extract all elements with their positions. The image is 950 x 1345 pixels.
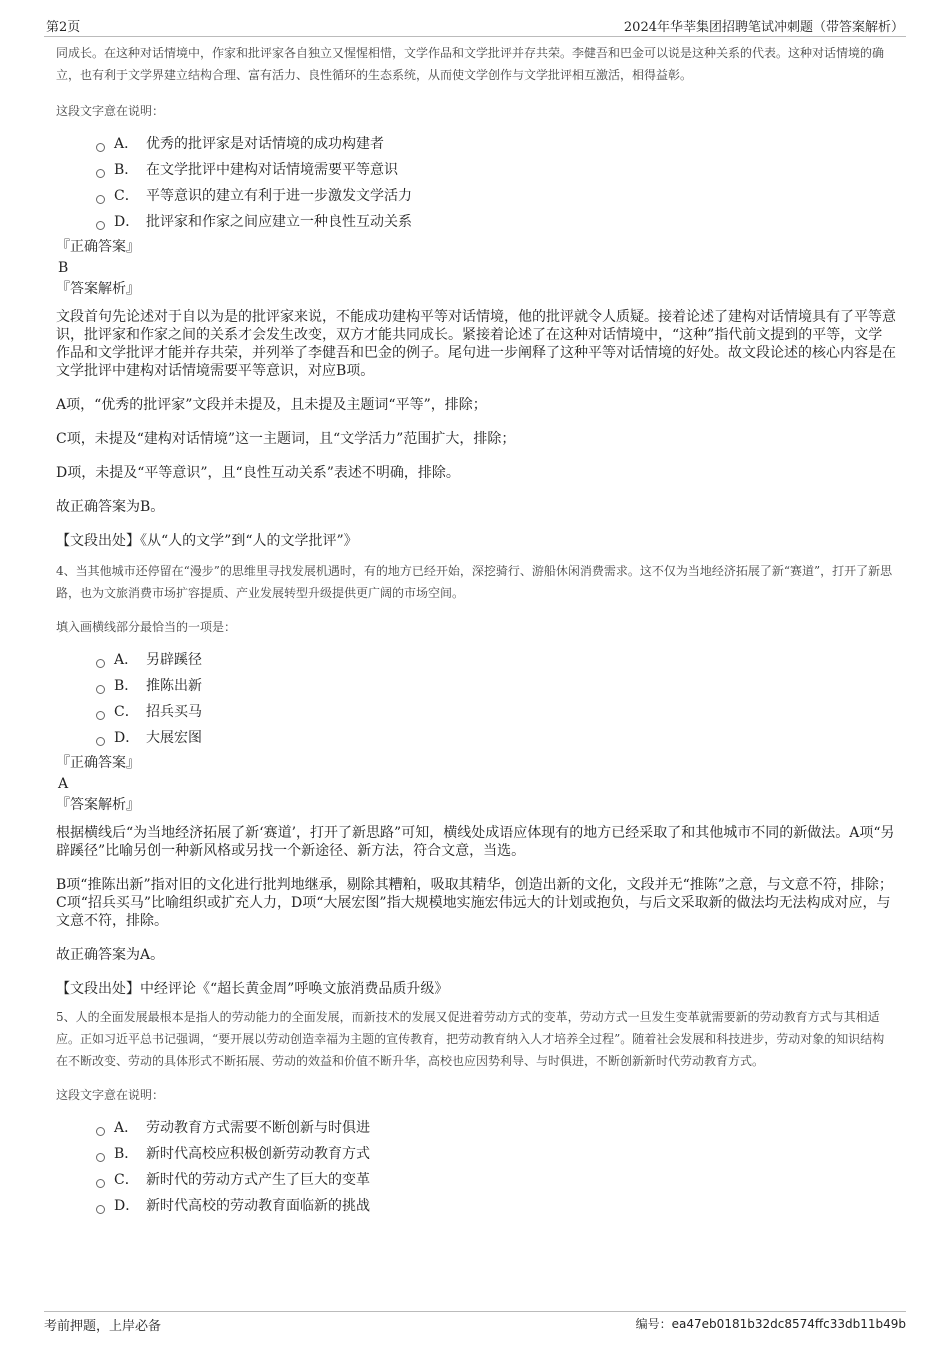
q4-analysis-others: B项“推陈出新”指对旧的文化进行批判地继承，剔除其糟粕，吸取其精华，创造出新的文化，文段并无“推陈”之意，与文意不符，排除；C项“招兵买马”比喻组织或扩充人力，D项“大展宏图”指大规模地实施宏伟远大的计划或抱负，与后文采取新的做法均无法构成对应，与文意不符，排除。: [56, 877, 893, 929]
q5-option-c[interactable]: C． 新时代的劳动方式产生了巨大的变革: [96, 1167, 896, 1193]
q4-answer-label: 『正确答案』: [56, 755, 140, 771]
q3-option-d[interactable]: D． 批评家和作家之间应建立一种良性互动关系: [96, 209, 896, 235]
document-title: 2024年华莘集团招聘笔试冲刺题（带答案解析）: [623, 20, 904, 35]
radio-icon[interactable]: [96, 711, 105, 720]
q3-conclusion: 故正确答案为B。: [56, 499, 165, 515]
q5-option-a[interactable]: A． 劳动教育方式需要不断创新与时俱进: [96, 1115, 896, 1141]
q3-analysis-c: C项，未提及“建构对话情境”这一主题词，且“文学活力”范围扩大，排除；: [56, 431, 516, 447]
document-code: [636, 1315, 906, 1332]
page-number: 第2页: [46, 20, 81, 35]
radio-icon[interactable]: [96, 659, 105, 668]
q3-prompt: 这段文字意在说明：: [56, 104, 165, 118]
q4-answer: A: [58, 776, 69, 792]
q3-source: 【文段出处】《从“人的文学”到“人的文学批评”》: [56, 533, 358, 549]
q5-stem: 5、人的全面发展最根本是指人的劳动能力的全面发展，而新技术的发展又促进着劳动方式的变革，劳动方式一旦发生变革就需要新的劳动教育方式与其相适应。正如习近平总书记强调，“要开展以劳动创造幸福为主题的宣传教育，把劳动教育纳入人才培养全过程”。随着社会发展和科技进步，劳动对象的知识结构在不断改变、劳动的具体形式不断拓展、劳动的效益和价值不断升华，高校也应因势利导、与时俱进，不断创新新时代劳动教育方式。: [56, 1010, 885, 1068]
q3-option-c[interactable]: C． 平等意识的建立有利于进一步激发文学活力: [96, 183, 896, 209]
code-label: 编号：: [635, 1317, 672, 1331]
radio-icon[interactable]: [96, 1179, 105, 1188]
page-header: [44, 14, 906, 37]
q3-analysis-d: D项，未提及“平等意识”，且“良性互动关系”表述不明确，排除。: [56, 465, 460, 481]
q3-passage-tail: 同成长。在这种对话情境中，作家和批评家各自独立又惺惺相惜，文学作品和文学批评并存共荣。李健吾和巴金可以说是这种关系的代表。这种对话情境的确立，也有利于文学界建立结构合理、富有活力、良性循环的生态系统，从而使文学创作与文学批评相互激活，相得益彰。: [56, 46, 885, 82]
radio-icon[interactable]: [96, 685, 105, 694]
q4-conclusion: 故正确答案为A。: [56, 947, 165, 963]
q3-analysis-a: A项，“优秀的批评家”文段并未提及，且未提及主题词“平等”，排除；: [56, 397, 487, 413]
radio-icon[interactable]: [96, 737, 105, 746]
radio-icon[interactable]: [96, 1127, 105, 1136]
page-footer: [44, 1311, 906, 1334]
q3-answer-label: 『正确答案』: [56, 239, 140, 255]
q4-option-a[interactable]: A． 另辟蹊径: [96, 647, 896, 673]
q4-prompt: 填入画横线部分最恰当的一项是：: [56, 620, 237, 634]
radio-icon[interactable]: [96, 221, 105, 230]
radio-icon[interactable]: [96, 143, 105, 152]
q4-option-c[interactable]: C． 招兵买马: [96, 699, 896, 725]
radio-icon[interactable]: [96, 1153, 105, 1162]
q4-option-d[interactable]: D． 大展宏图: [96, 725, 896, 751]
radio-icon[interactable]: [96, 195, 105, 204]
q5-prompt: 这段文字意在说明：: [56, 1088, 165, 1102]
q5-option-d[interactable]: D． 新时代高校的劳动教育面临新的挑战: [96, 1193, 896, 1219]
q4-source: 【文段出处】中经评论《“超长黄金周”呼唤文旅消费品质升级》: [56, 981, 449, 997]
radio-icon[interactable]: [96, 1205, 105, 1214]
q4-analysis-main: 根据横线后“为当地经济拓展了新‘赛道’，打开了新思路”可知，横线处成语应体现有的地方已经采取了和其他城市不同的新做法。A项“另辟蹊径”比喻另创一种新风格或另找一个新途径、新方法，符合文意，当选。: [56, 825, 895, 859]
q3-option-b[interactable]: B． 在文学批评中建构对话情境需要平等意识: [96, 157, 896, 183]
q3-analysis-main: 文段首句先论述对于自以为是的批评家来说，不能成功建构平等对话情境，他的批评就令人质疑。接着论述了建构对话情境具有了平等意识，批评家和作家之间的关系才会发生改变，双方才能共同成长。紧接着论述了在这种对话情境中，“这种”指代前文提到的平等，文学作品和文学批评才能并存共荣，并列举了李健吾和巴金的例子。尾句进一步阐释了这种平等对话情境的好处。故文段论述的核心内容是在文学批评中建构对话情境需要平等意识，对应B项。: [56, 309, 896, 379]
q3-options: [56, 131, 896, 235]
footer-slogan: 考前押题，上岸必备: [44, 1319, 162, 1334]
page-content: [56, 42, 896, 1219]
q3-answer: B: [58, 260, 69, 276]
q5-option-b[interactable]: B． 新时代高校应积极创新劳动教育方式: [96, 1141, 896, 1167]
q4-option-b[interactable]: B． 推陈出新: [96, 673, 896, 699]
q4-options: [56, 647, 896, 751]
q3-option-a[interactable]: A． 优秀的批评家是对话情境的成功构建者: [96, 131, 896, 157]
code-value: ea47eb0181b32dc8574ffc33db11b49b: [671, 1317, 906, 1331]
q5-options: [56, 1115, 896, 1219]
q4-analysis-label: 『答案解析』: [56, 797, 140, 813]
q3-analysis-label: 『答案解析』: [56, 281, 140, 297]
q4-stem: 4、当其他城市还停留在“漫步”的思维里寻找发展机遇时，有的地方已经开始，深挖骑行、游船休闲消费需求。这不仅为当地经济拓展了新“赛道”，打开了新思路，也为文旅消费市场扩容提质、产业发展转型升级提供更广阔的市场空间。: [56, 564, 893, 600]
radio-icon[interactable]: [96, 169, 105, 178]
